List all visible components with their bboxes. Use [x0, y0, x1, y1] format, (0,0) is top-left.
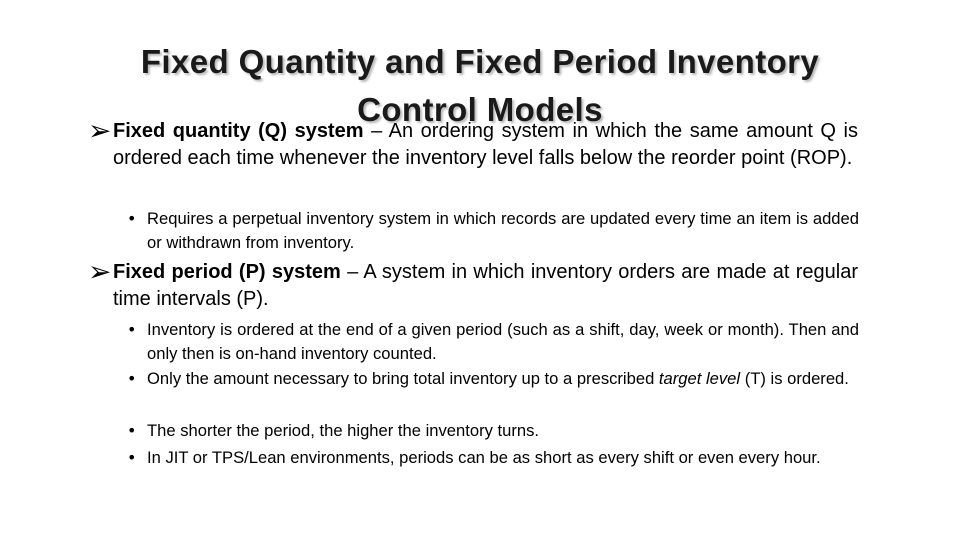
arrow-bullet-icon: ➢ [88, 255, 112, 288]
slide-title-line-1: Fixed Quantity and Fixed Period Inventory [140, 43, 820, 80]
bullet-term: Fixed period (P) system [113, 261, 341, 283]
bullet-dot-icon: • [127, 421, 137, 440]
sub-bullet-shorter-period: The shorter the period, the higher the inventory turns. [147, 421, 540, 440]
arrow-bullet-icon: ➢ [88, 114, 112, 147]
bullet-item-fixed-period [113, 259, 858, 313]
sub-bullet-emphasis: target level [658, 369, 741, 388]
sub-bullet-perpetual-system: Requires a perpetual inventory system in which records are updated every time an item is added or withdrawn from inventory. [147, 209, 859, 252]
bullet-term: Fixed quantity (Q) system [113, 120, 364, 142]
bullet-dot-icon: • [127, 448, 137, 467]
bullet-text: – A system in which inventory orders are made at regular time intervals (P). [113, 261, 858, 310]
bullet-dot-icon: • [127, 320, 137, 339]
bullet-text: – An ordering system in which the same amount Q is ordered each time whenever the inventory level falls below the reorder point (ROP). [113, 120, 858, 169]
slide-title-line-2: Control Models [357, 91, 603, 128]
bullet-dot-icon: • [127, 369, 137, 388]
sub-bullet-text-before: Only the amount necessary to bring total inventory up to a prescribed [147, 369, 659, 388]
bullet-dot-icon: • [127, 209, 137, 228]
sub-bullet-ordered-end-of-period: Inventory is ordered at the end of a given period (such as a shift, day, week or month). Then and only then is on-hand inventory counted. [147, 320, 859, 363]
sub-bullet-target-level [147, 367, 859, 391]
sub-bullet-jit-lean: In JIT or TPS/Lean environments, periods can be as short as every shift or even every hour. [147, 448, 821, 467]
sub-bullet-text-after: (T) is ordered. [740, 369, 849, 388]
bullet-item-fixed-quantity [113, 118, 858, 172]
